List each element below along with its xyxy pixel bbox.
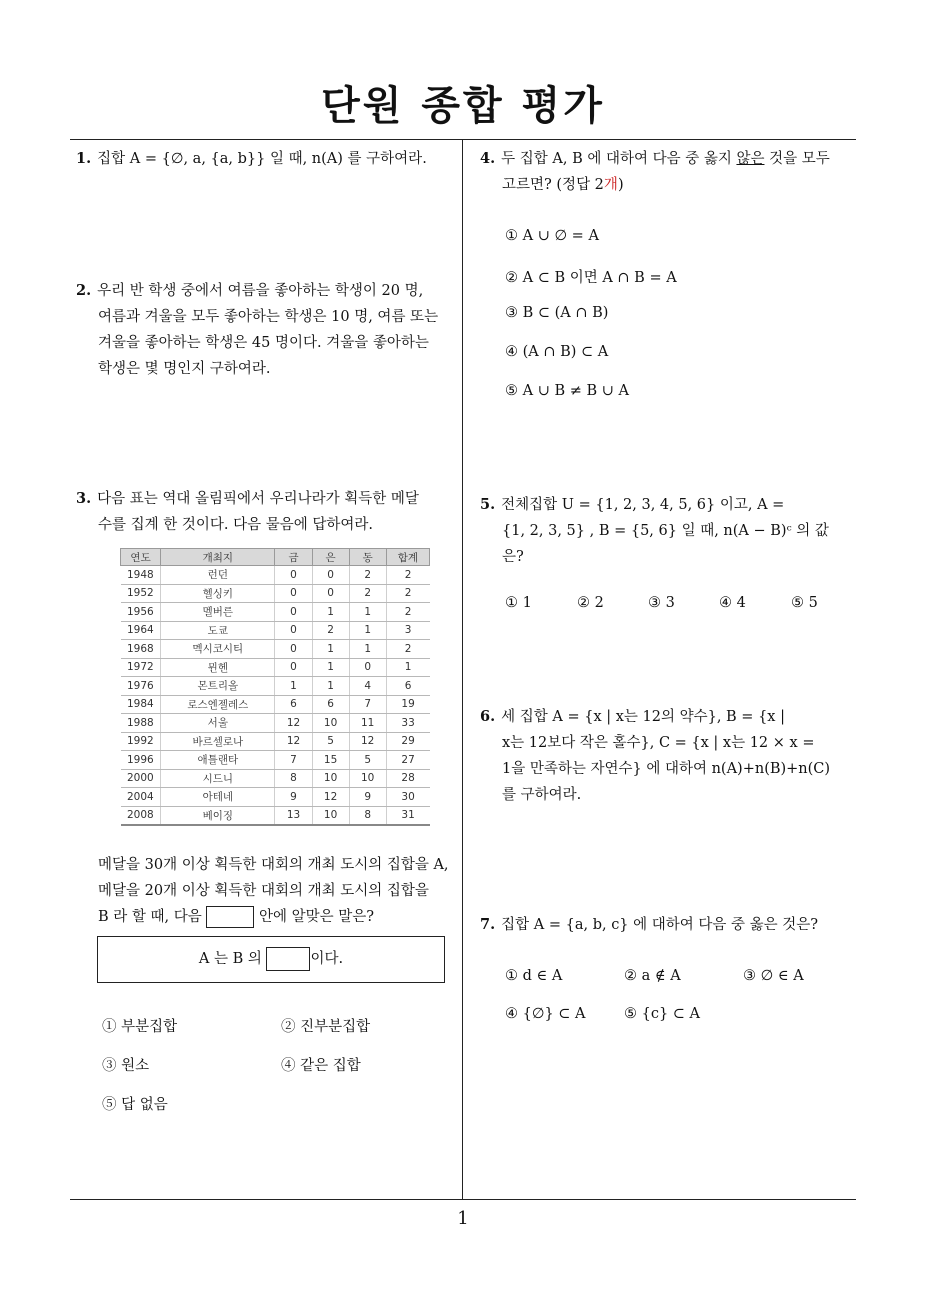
table-cell: 1 [312,640,349,659]
question-2 [76,278,460,382]
table-cell: 33 [386,714,429,733]
table-cell: 런던 [161,566,275,585]
table-row [121,714,430,733]
question-6 [480,704,860,808]
table-cell: 28 [386,769,429,788]
table-cell: 3 [386,621,429,640]
table-cell: 2 [386,640,429,659]
question-7 [480,912,860,938]
question-line: 메달을 20개 이상 획득한 대회의 개최 도시의 집합을 [98,883,429,899]
table-cell: 31 [386,806,429,825]
question-line: 1을 만족하는 자연수} 에 대하여 n(A)+n(B)+n(C) [502,761,831,777]
option-3[interactable]: ③ B ⊂ (A ∩ B) [505,305,609,321]
table-row [121,769,430,788]
table-cell: 9 [349,788,386,807]
table-cell: 30 [386,788,429,807]
option-5[interactable]: ⑤ A ∪ B ≠ B ∪ A [505,383,629,399]
table-row [121,658,430,677]
table-cell: 바르셀로나 [161,732,275,751]
table-cell: 1 [275,677,312,696]
table-row [121,621,430,640]
table-cell: 10 [312,714,349,733]
option-5[interactable]: ⑤ {c} ⊂ A [624,1006,701,1022]
table-cell: 0 [312,566,349,585]
table-row [121,695,430,714]
bottom-rule [70,1199,856,1200]
option-3[interactable]: ③ 원소 [102,1058,150,1074]
table-cell: 1 [349,621,386,640]
question-text: 집합 A = {∅, a, {a, b}} 일 때, n(A) 를 구하여라. [97,151,427,167]
table-cell: 0 [312,584,349,603]
statement-box [97,936,445,983]
table-cell: 0 [275,658,312,677]
table-cell: 로스엔젤레스 [161,695,275,714]
table-cell: 1996 [121,751,161,770]
option-1[interactable]: ① d ∈ A [505,968,563,984]
question-line: 은? [502,549,524,565]
table-cell: 멕시코시티 [161,640,275,659]
column-header: 합계 [386,549,429,566]
question-line: 세 집합 A = {x | x는 12의 약수}, B = {x | [501,709,785,725]
question-line: x는 12보다 작은 홀수}, C = {x | x는 12 × x = [502,735,815,751]
option-2[interactable]: ② A ⊂ B 이면 A ∩ B = A [505,270,677,286]
question-line: 두 집합 A, B 에 대하여 다음 중 옳지 [501,151,732,167]
table-cell: 1 [349,640,386,659]
table-cell: 서울 [161,714,275,733]
option-2[interactable]: ② 진부분집합 [281,1019,371,1035]
column-header: 은 [312,549,349,566]
table-cell: 시드니 [161,769,275,788]
question-line: 다음 표는 역대 올림픽에서 우리나라가 획득한 메달 [97,491,419,507]
option-2[interactable]: ② 2 [577,595,604,611]
table-row [121,603,430,622]
option-4[interactable]: ④ (A ∩ B) ⊂ A [505,344,609,360]
table-cell: 헬싱키 [161,584,275,603]
question-number: 4. [480,150,496,167]
question-line: 전체집합 U = {1, 2, 3, 4, 5, 6} 이고, A = [501,497,785,513]
table-cell: 9 [275,788,312,807]
column-header: 금 [275,549,312,566]
table-cell: 1972 [121,658,161,677]
question-line: {1, 2, 3, 5} , B = {5, 6} 일 때, n(A − B)ᶜ 의 값 [502,523,829,539]
table-cell: 2 [349,566,386,585]
question-number: 6. [480,708,496,725]
option-1[interactable]: ① 부분집합 [102,1019,178,1035]
question-4 [480,146,862,198]
question-line: 수를 집계 한 것이다. 다음 물음에 답하여라. [98,517,373,533]
table-row [121,732,430,751]
option-5[interactable]: ⑤ 5 [791,595,818,611]
option-4[interactable]: ④ 같은 집합 [281,1058,361,1074]
table-cell: 2000 [121,769,161,788]
option-1[interactable]: ① 1 [505,595,532,611]
table-cell: 6 [386,677,429,696]
question-5 [480,492,860,570]
table-cell: 5 [349,751,386,770]
table-cell: 뮌헨 [161,658,275,677]
question-line: B 라 할 때, 다음 [98,909,202,925]
table-cell: 13 [275,806,312,825]
table-cell: 15 [312,751,349,770]
table-cell: 2008 [121,806,161,825]
table-row [121,677,430,696]
option-3[interactable]: ③ 3 [648,595,675,611]
table-cell: 1 [386,658,429,677]
table-row [121,806,430,825]
top-rule [70,139,856,140]
question-number: 2. [76,282,92,299]
question-number: 3. [76,490,92,507]
table-cell: 29 [386,732,429,751]
table-cell: 27 [386,751,429,770]
question-line: 것을 모두 [769,151,830,167]
table-cell: 7 [275,751,312,770]
table-cell: 0 [275,566,312,585]
table-cell: 애틀랜타 [161,751,275,770]
table-cell: 도쿄 [161,621,275,640]
table-cell: 아테네 [161,788,275,807]
question-line: ) [617,177,624,193]
table-cell: 1952 [121,584,161,603]
table-cell: 8 [275,769,312,788]
table-cell: 멜버른 [161,603,275,622]
table-cell: 7 [349,695,386,714]
table-cell: 0 [275,640,312,659]
question-number: 1. [76,150,92,167]
column-divider [462,139,463,1200]
option-4[interactable]: ④ 4 [719,595,746,611]
question-3-prompt [98,852,460,930]
table-cell: 19 [386,695,429,714]
table-cell: 2 [386,566,429,585]
table-cell: 0 [275,584,312,603]
table-cell: 12 [275,714,312,733]
table-body [121,566,430,826]
question-number: 7. [480,916,496,933]
question-line: 우리 반 학생 중에서 여름을 좋아하는 학생이 20 명, [97,283,424,299]
table-cell: 5 [312,732,349,751]
table-cell: 2 [386,584,429,603]
table-cell: 1992 [121,732,161,751]
question-line: 안에 알맞은 말은? [258,909,375,925]
table-cell: 4 [349,677,386,696]
table-cell: 0 [275,603,312,622]
statement-text: A 는 B 의 [198,951,262,967]
table-cell: 2 [312,621,349,640]
table-cell: 1956 [121,603,161,622]
table-cell: 1 [312,677,349,696]
table-cell: 2004 [121,788,161,807]
option-1[interactable]: ① A ∪ ∅ = A [505,228,599,244]
table-cell: 1984 [121,695,161,714]
table-row [121,566,430,585]
option-3[interactable]: ③ ∅ ∈ A [743,968,804,984]
table-cell: 1988 [121,714,161,733]
question-3 [76,486,460,538]
table-cell: 1968 [121,640,161,659]
column-header: 동 [349,549,386,566]
table-cell: 1 [312,603,349,622]
table-row [121,788,430,807]
question-line: 를 구하여라. [502,787,582,803]
table-cell: 2 [349,584,386,603]
table-cell: 1948 [121,566,161,585]
highlight-text: 개 [603,177,618,193]
table-row [121,751,430,770]
table-cell: 0 [349,658,386,677]
table-cell: 12 [349,732,386,751]
olympic-medal-table [120,548,430,826]
option-5[interactable]: ⑤ 답 없음 [102,1097,168,1113]
column-header: 개최지 [161,549,275,566]
option-4[interactable]: ④ {∅} ⊂ A [505,1006,586,1022]
table-cell: 1976 [121,677,161,696]
option-2[interactable]: ② a ∉ A [624,968,681,984]
question-line: 겨울을 좋아하는 학생은 45 명이다. 겨울을 좋아하는 [98,335,429,351]
underlined-word: 않은 [736,151,765,167]
statement-text: 이다. [310,951,344,967]
answer-blank [206,906,254,928]
table-row [121,584,430,603]
table-row [121,640,430,659]
table-header-row [121,549,430,566]
question-text: 집합 A = {a, b, c} 에 대하여 다음 중 옳은 것은? [501,917,819,933]
question-line: 메달을 30개 이상 획득한 대회의 개최 도시의 집합을 A, [98,857,449,873]
question-line: 여름과 겨울을 모두 좋아하는 학생은 10 명, 여름 또는 [98,309,439,325]
question-number: 5. [480,496,496,513]
question-line: 고르면? (정답 2 [502,177,604,193]
table-cell: 1964 [121,621,161,640]
question-1 [76,146,456,172]
table-cell: 0 [275,621,312,640]
table-cell: 8 [349,806,386,825]
table-cell: 12 [312,788,349,807]
table-cell: 1 [349,603,386,622]
table-cell: 11 [349,714,386,733]
table-cell: 1 [312,658,349,677]
table-cell: 12 [275,732,312,751]
table-cell: 몬트리올 [161,677,275,696]
answer-blank [266,947,310,971]
table-cell: 10 [312,769,349,788]
question-line: 학생은 몇 명인지 구하여라. [98,361,271,377]
column-header: 연도 [121,549,161,566]
table-cell: 2 [386,603,429,622]
table-cell: 10 [312,806,349,825]
table-cell: 10 [349,769,386,788]
page-number: 1 [457,1208,469,1229]
page-title: 단원 종합 평가 [321,83,605,129]
table-cell: 베이징 [161,806,275,825]
table-cell: 6 [275,695,312,714]
table-cell: 6 [312,695,349,714]
